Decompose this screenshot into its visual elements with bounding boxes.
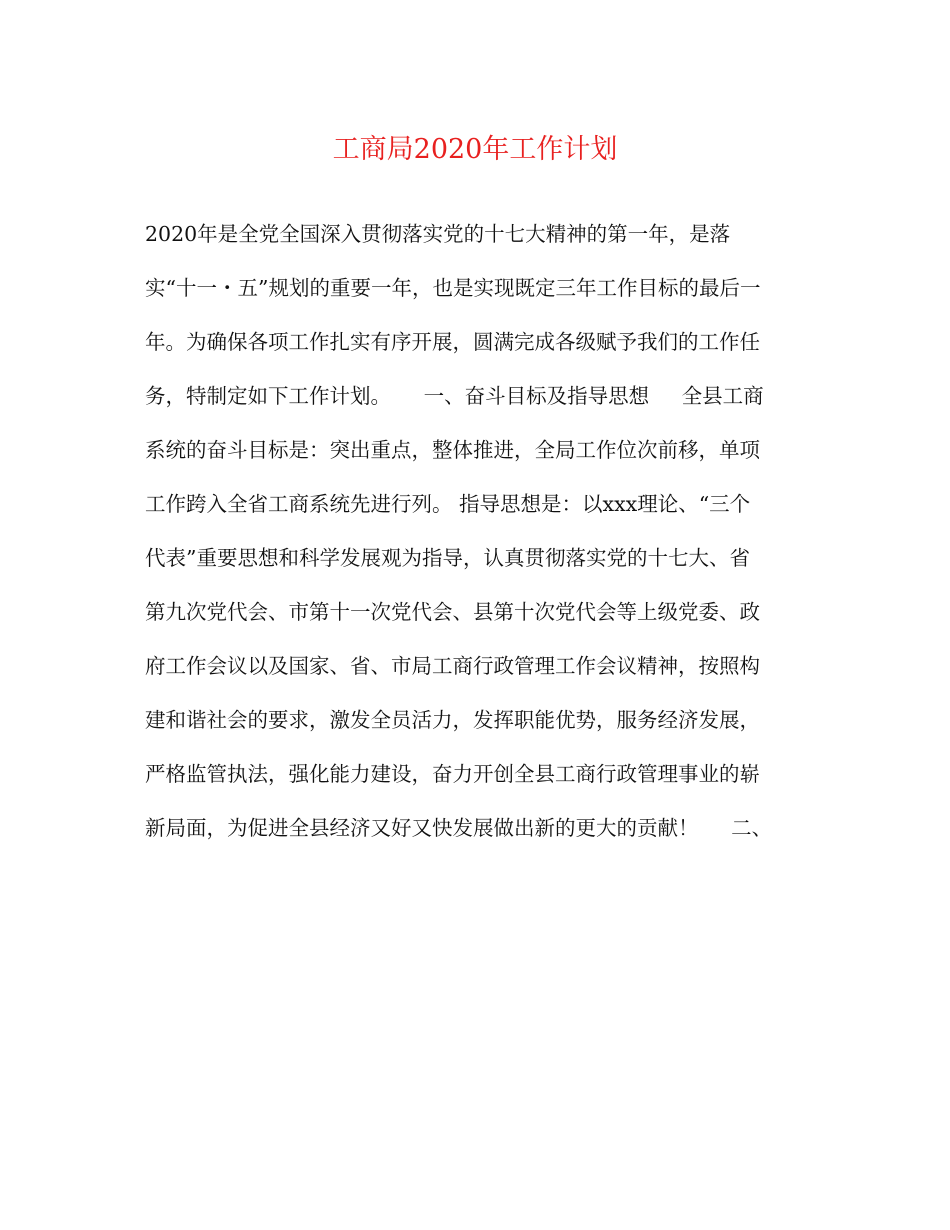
body-line-7: 代表”重要思想和科学发展观为指导，认真贯彻落实党的十七大、省 <box>145 546 750 570</box>
body-line-8: 第九次党代会、市第十一次党代会、县第十次党代会等上级党委、政 <box>145 600 760 624</box>
document-title: 工商局2020年工作计划 <box>332 134 618 165</box>
body-line-6: 工作跨入全省工商系统先进行列。 指导思想是：以xxx理论、“三个 <box>145 492 751 516</box>
body-line-9: 府工作会议以及国家、省、市局工商行政管理工作会议精神，按照构 <box>145 654 760 678</box>
body-line-4: 务，特制定如下工作计划。 一、奋斗目标及指导思想 全县工商 <box>145 384 764 408</box>
document-body <box>145 214 805 862</box>
body-line-3: 年。为确保各项工作扎实有序开展，圆满完成各级赋予我们的工作任 <box>145 330 760 354</box>
body-line-2: 实“十一・五”规划的重要一年，也是实现既定三年工作目标的最后一 <box>145 276 761 300</box>
body-line-5: 系统的奋斗目标是：突出重点，整体推进，全局工作位次前移，单项 <box>145 438 760 462</box>
body-line-12: 新局面，为促进全县经济又好又快发展做出新的更大的贡献！ 二、 <box>145 816 773 840</box>
body-line-1: 2020年是全党全国深入贯彻落实党的十七大精神的第一年，是落 <box>145 222 731 246</box>
body-line-11: 严格监管执法，强化能力建设，奋力开创全县工商行政管理事业的崭 <box>145 762 760 786</box>
body-line-10: 建和谐社会的要求，激发全员活力，发挥职能优势，服务经济发展， <box>145 708 760 732</box>
